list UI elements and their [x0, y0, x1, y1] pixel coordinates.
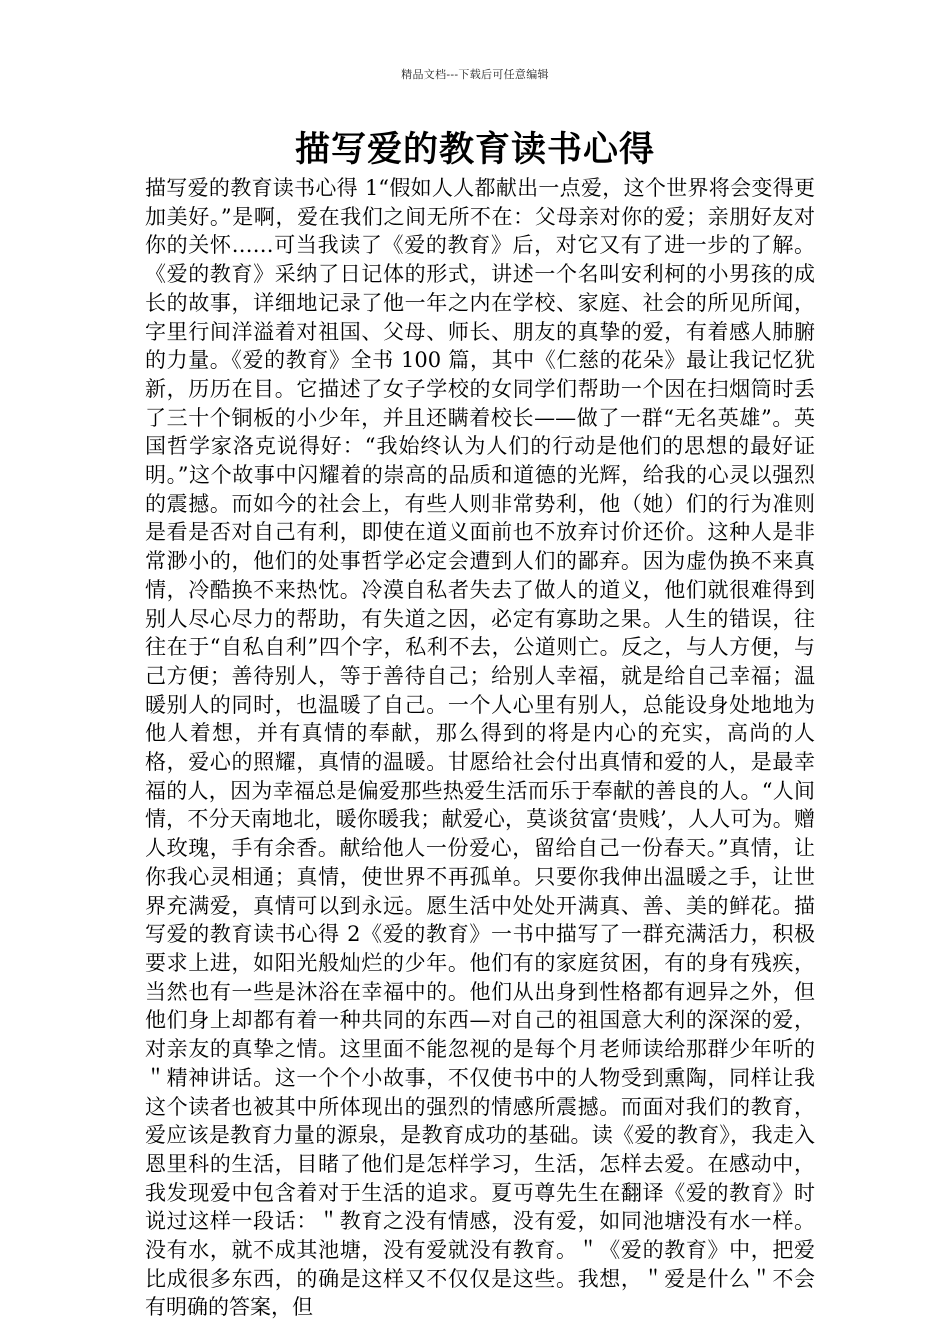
page-header-note: 精品文档---下载后可任意编辑: [401, 68, 549, 81]
document-title: 描写爱的教育读书心得: [294, 129, 655, 170]
document-body-text: 描写爱的教育读书心得 1“假如人人都献出一点爱，这个世界将会变得更加美好。”是啊，爱在我们之间无所不在：父母亲对你的爱；亲朋好友对你的关怀……可当我读了《爱的教育》后，对它又有了进一步的了解。《爱的教育》采纳了日记体的形式，讲述一个名叫安利柯的小男孩的成长的故事，详细地记录了他一年之内在学校、家庭、社会的所见所闻，字里行间洋溢着对祖国、父母、师长、朋友的真挚的爱，有着感人肺腑的力量。《爱的教育》全书 100 篇，其中《仁慈的花朵》最让我记忆犹新，历历在目。它描述了女子学校的女同学们帮助一个因在扫烟筒时丢了三十个铜板的小少年，并且还瞒着校长——做了一群“无名英雄”。英国哲学家洛克说得好：“我始终认为人们的行动是他们的思想的最好证明。”这个故事中闪耀着的崇高的品质和道德的光辉，给我的心灵以强烈的震撼。而如今的社会上，有些人则非常势利，他（她）们的行为准则是看是否对自己有利，即使在道义面前也不放弃讨价还价。这种人是非常渺小的，他们的处事哲学必定会遭到人们的鄙弃。因为虚伪换不来真情，冷酷换不来热忱。冷漠自私者失去了做人的道义，他们就很难得到别人尽心尽力的帮助，有失道之因，必定有寡助之果。人生的错误，往往在于“自私自利”四个字，私利不去，公道则亡。反之，与人方便，与己方便；善待别人，等于善待自己；给别人幸福，就是给自己幸福；温暖别人的同时，也温暖了自己。一个人心里有别人，总能设身处地地为他人着想，并有真情的奉献，那么得到的将是内心的充实，高尚的人格，爱心的照耀，真情的温暖。甘愿给社会付出真情和爱的人，是最幸福的人，因为幸福总是偏爱那些热爱生活而乐于奉献的善良的人。“人间情，不分天南地北，暖你暖我；献爱心，莫谈贫富‘贵贱’，人人可为。赠人玫瑰，手有余香。献给他人一份爱心，留给自己一份春天。”真情，让你我心灵相通；真情，使世界不再孤单。只要你我伸出温暖之手，让世界充满爱，真情可以到永远。愿生活中处处开满真、善、美的鲜花。描写爱的教育读书心得 2《爱的教育》一书中描写了一群充满活力，积极要求上进，如阳光般灿烂的少年。他们有的家庭贫困，有的身有残疾，当然也有一些是沐浴在幸福中的。他们从出身到性格都有迥异之外，但他们身上却都有着一种共同的东西—对自己的祖国意大利的深深的爱，对亲友的真挚之情。这里面不能忽视的是每个月老师读给那群少年听的＂精神讲话。这一个个小故事，不仅使书中的人物受到熏陶，同样让我这个读者也被其中所体现出的强烈的情感所震撼。而面对我们的教育，爱应该是教育力量的源泉，是教育成功的基础。读《爱的教育》，我走入恩里科的生活，目睹了他们是怎样学习，生活，怎样去爱。在感动中，我发现爱中包含着对于生活的追求。夏丏尊先生在翻译《爱的教育》时说过这样一段话：＂教育之没有情感，没有爱，如同池塘没有水一样。没有水，就不成其池塘，没有爱就没有教育。＂《爱的教育》中，把爱比成很多东西，的确是这样又不仅仅是这些。我想，＂爱是什么＂不会有明确的答案，但: [145, 176, 815, 1320]
